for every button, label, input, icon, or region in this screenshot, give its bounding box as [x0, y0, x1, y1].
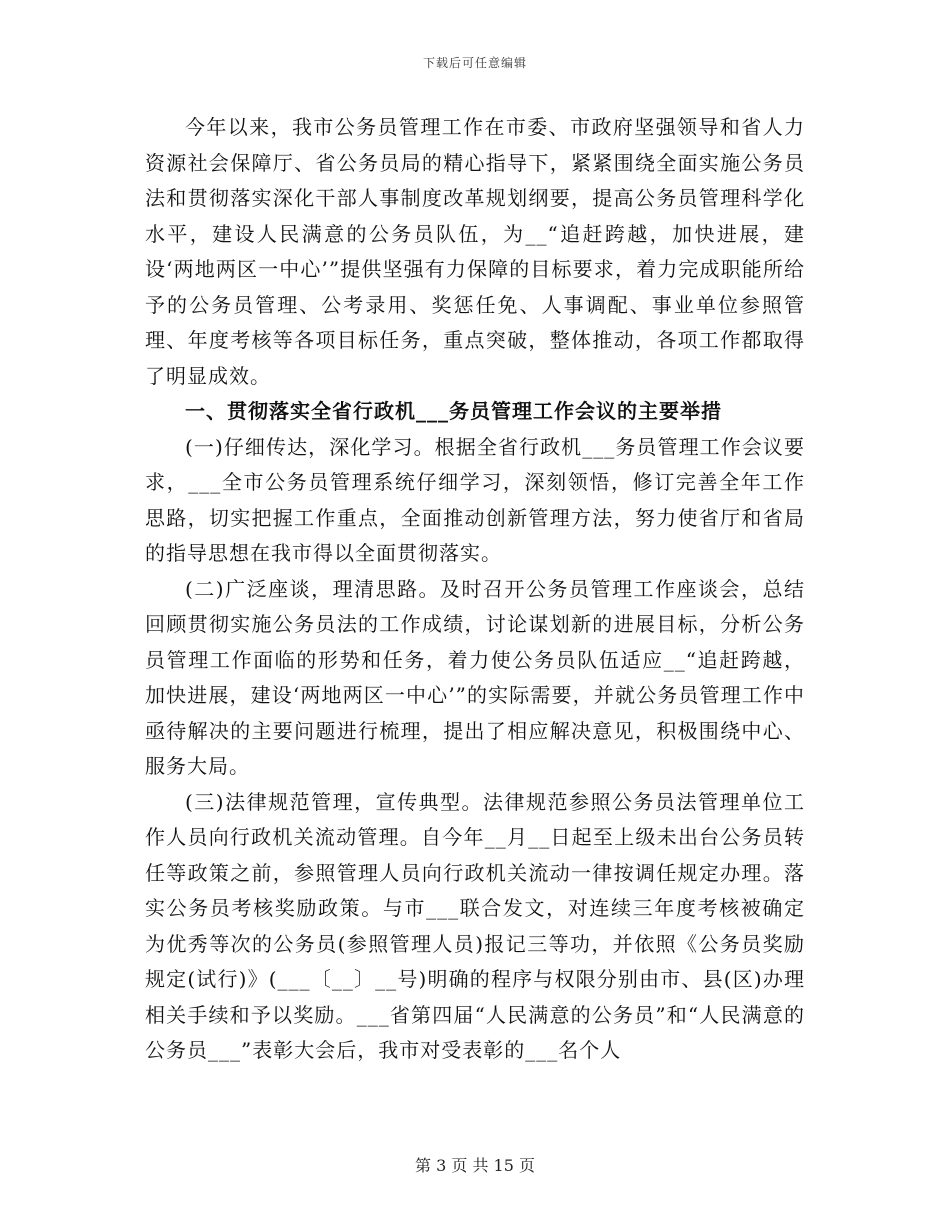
section-heading: 一、贯彻落实全省行政机___务员管理工作会议的主要举措 — [185, 399, 722, 423]
item-2-paragraph: (二)广泛座谈，理清思路。及时召开公务员管理工作座谈会，总结回顾贯彻实施公务员法的工作成绩，讨论谋划新的进展目标，分析公务员管理工作面临的形势和任务，着力使公务员队伍适应__“追赶跨越，加快进展，建设‘两地两区一中心’”的实际需要，并就公务员管理工作中亟待解决的主要问题进行梳理，提出了相应解决意见，积极围绕中心、服务大局。 — [145, 576, 805, 778]
intro-paragraph: 今年以来，我市公务员管理工作在市委、市政府坚强领导和省人力资源社会保障厅、省公务员局的精心指导下，紧紧围绕全面实施公务员法和贯彻落实深化干部人事制度改革规划纲要，提高公务员管理科学化水平，建设人民满意的公务员队伍，为__“追赶跨越，加快进展，建设‘两地两区一中心’”提供坚强有力保障的目标要求，着力完成职能所给予的公务员管理、公考录用、奖惩任免、人事调配、事业单位参照管理、年度考核等各项目标任务，重点突破，整体推动，各项工作都取得了明显成效。 — [145, 115, 805, 388]
item-1-paragraph: (一)仔细传达，深化学习。根据全省行政机___务员管理工作会议要求，___全市公务员管理系统仔细学习，深刻领悟，修订完善全年工作思路，切实把握工作重点，全面推动创新管理方法，努力使省厅和省局的指导思想在我市得以全面贯彻落实。 — [145, 434, 805, 565]
header-note: 下载后可任意编辑 — [422, 56, 527, 70]
page-number: 第 3 页 共 15 页 — [415, 1156, 535, 1175]
document-body — [145, 110, 805, 1069]
item-3-paragraph: (三)法律规范管理，宣传典型。法律规范参照公务员法管理单位工作人员向行政机关流动管理。自今年__月__日起至上级未出台公务员转任等政策之前，参照管理人员向行政机关流动一律按调任规定办理。落实公务员考核奖励政策。与市___联合发文，对连续三年度考核被确定为优秀等次的公务员(参照管理人员)报记三等功，并依照《公务员奖励规定(试行)》(___〔__〕__号)明确的程序与权限分别由市、县(区)办理相关手续和予以奖励。___省第四届“人民满意的公务员”和“人民满意的公务员___”表彰大会后，我市对受表彰的___名个人 — [145, 789, 805, 1062]
